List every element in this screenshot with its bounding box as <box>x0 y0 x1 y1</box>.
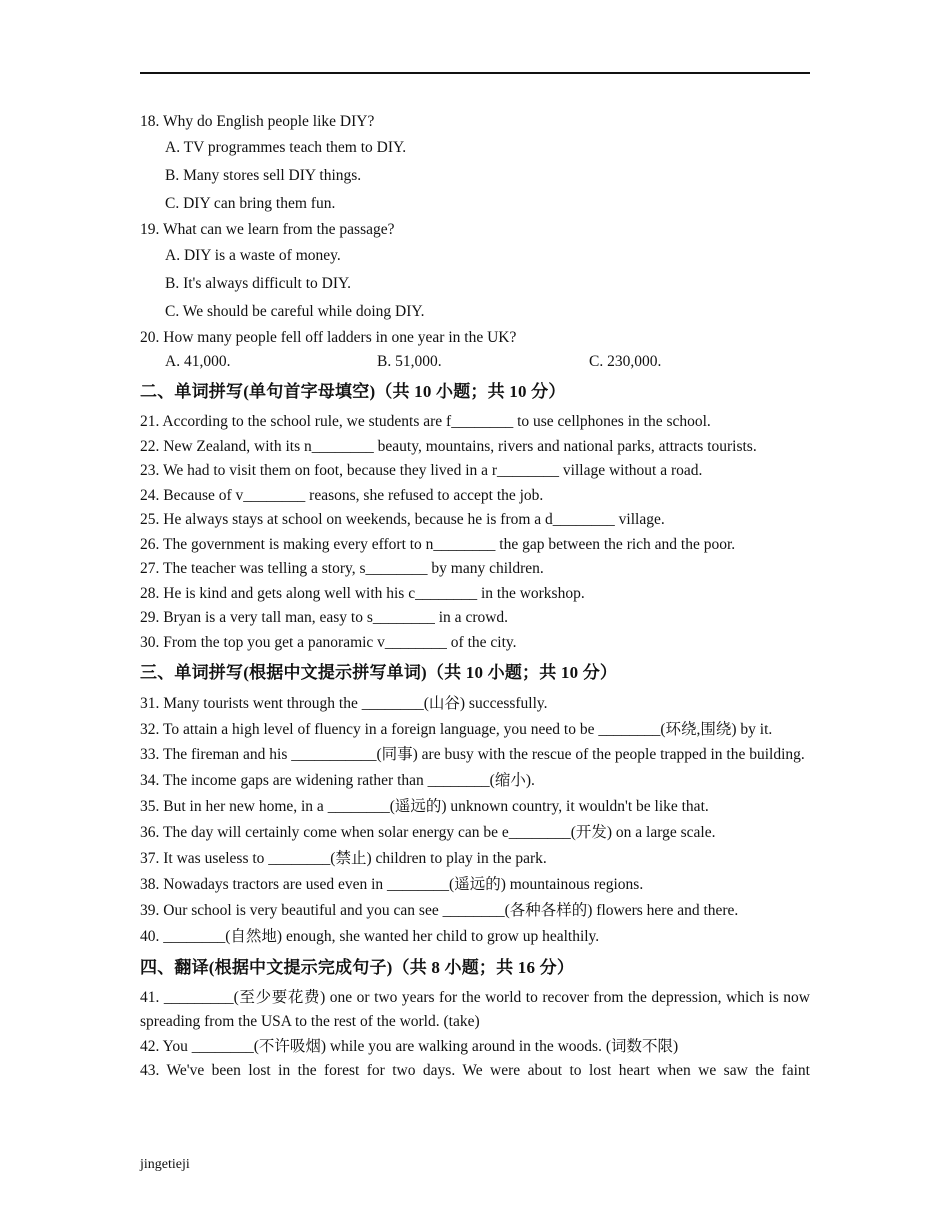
fill-item: 23. We had to visit them on foot, because they lived in a r________ village without a road. <box>140 462 703 479</box>
option-b: B. It's always difficult to DIY. <box>165 275 352 292</box>
fill-item: 29. Bryan is a very tall man, easy to s________ in a crowd. <box>140 609 509 626</box>
translation-item: 41. _________(至少要花费) one or two years for the world to recover from the depression, which is now spreading from the USA to the rest of the world. (take) <box>140 988 810 1030</box>
fill-item: 30. From the top you get a panoramic v________ of the city. <box>140 633 517 651</box>
fill-item: 28. He is kind and gets along well with his c________ in the workshop. <box>140 584 585 602</box>
fill-item: 35. But in her new home, in a ________(遥远的) unknown country, it wouldn't be like that. <box>140 797 709 815</box>
fill-item: 22. New Zealand, with its n________ beauty, mountains, rivers and national parks, attracts tourists. <box>140 437 757 455</box>
page-footer: jingetieji <box>140 1157 190 1172</box>
question-stem: 19. What can we learn from the passage? <box>140 221 395 238</box>
fill-item: 37. It was useless to ________(禁止) children to play in the park. <box>140 849 547 867</box>
section-3-title: 三、单词拼写(根据中文提示拼写单词)（共 10 小题；共 10 分） <box>140 663 618 682</box>
question-stem: 20. How many people fell off ladders in one year in the UK? <box>140 329 517 346</box>
fill-item: 31. Many tourists went through the ________(山谷) successfully. <box>140 695 548 712</box>
option-b: B. 51,000. <box>377 353 442 370</box>
option-a: A. DIY is a waste of money. <box>165 247 341 264</box>
section-2-title: 二、单词拼写(单句首字母填空)（共 10 小题；共 10 分） <box>140 382 566 401</box>
section-3-list <box>140 691 810 950</box>
fill-item: 36. The day will certainly come when solar energy can be e________(开发) on a large scale. <box>140 823 716 841</box>
page-content <box>140 110 810 1084</box>
question-19 <box>140 218 810 326</box>
translation-item: 43. We've been lost in the forest for two days. We were about to lost heart when we saw the faint <box>140 1062 810 1079</box>
header-rule <box>140 72 810 74</box>
fill-item: 25. He always stays at school on weekends, because he is from a d________ village. <box>140 511 665 528</box>
question-20 <box>140 326 810 374</box>
fill-item: 38. Nowadays tractors are used even in ________(遥远的) mountainous regions. <box>140 875 644 893</box>
question-18 <box>140 110 810 218</box>
fill-item: 26. The government is making every effort to n________ the gap between the rich and the poor. <box>140 535 736 553</box>
fill-item: 21. According to the school rule, we students are f________ to use cellphones in the school. <box>140 413 711 430</box>
option-c: C. DIY can bring them fun. <box>165 195 336 212</box>
translation-item: 42. You ________(不许吸烟) while you are walking around in the woods. (词数不限) <box>140 1037 679 1055</box>
fill-item: 39. Our school is very beautiful and you can see ________(各种各样的) flowers here and there. <box>140 901 739 919</box>
option-b: B. Many stores sell DIY things. <box>165 167 362 184</box>
fill-item: 33. The fireman and his ___________(同事) are busy with the rescue of the people trapped in the building. <box>140 746 805 763</box>
option-a: A. 41,000. <box>165 353 231 370</box>
section-2-list <box>140 410 810 655</box>
fill-item: 24. Because of v________ reasons, she refused to accept the job. <box>140 486 544 504</box>
fill-item: 27. The teacher was telling a story, s________ by many children. <box>140 560 544 577</box>
fill-item: 34. The income gaps are widening rather than ________(缩小). <box>140 771 535 789</box>
fill-item: 32. To attain a high level of fluency in a foreign language, you need to be ________(环绕,围绕) by it. <box>140 721 773 738</box>
options-row <box>140 350 810 374</box>
section-4-list <box>140 986 810 1084</box>
option-a: A. TV programmes teach them to DIY. <box>165 139 407 156</box>
option-c: C. 230,000. <box>589 353 662 370</box>
question-stem: 18. Why do English people like DIY? <box>140 113 375 130</box>
fill-item: 40. ________(自然地) enough, she wanted her child to grow up healthily. <box>140 927 600 945</box>
section-4-title: 四、翻译(根据中文提示完成句子)（共 8 小题；共 16 分） <box>140 957 575 977</box>
option-c: C. We should be careful while doing DIY. <box>165 303 425 320</box>
